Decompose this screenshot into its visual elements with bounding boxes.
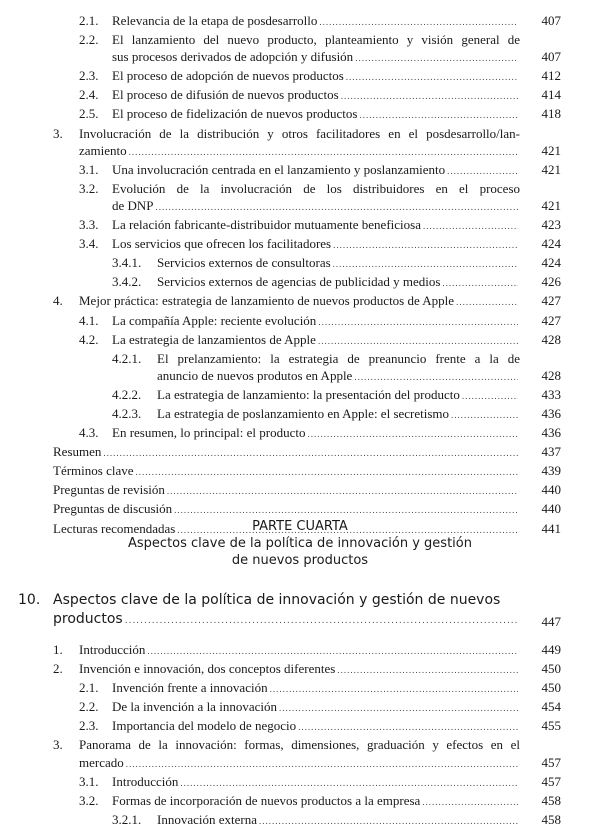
dot-leader [341,88,518,105]
toc-entry[interactable] [0,292,600,311]
toc-entry-page: 421 [541,161,561,177]
toc-entry-title: Preguntas de discusión [53,501,173,517]
toc-entry[interactable] [0,180,600,216]
toc-entry-title: Formas de incorporación de nuevos productos a la empresa [112,792,421,808]
chapter-title-line2: productos [53,611,123,627]
chapter-title-line1: Aspectos clave de la política de innovación y gestión de nuevos [53,592,501,608]
toc-entry[interactable] [0,386,600,405]
toc-entry[interactable] [0,31,600,67]
toc-entry-title: Panorama de la innovación: formas, dimensiones, graduación y efectos en el [79,737,520,753]
toc-entry[interactable] [0,161,600,180]
toc-entry[interactable] [0,350,600,386]
toc-entry[interactable] [0,660,600,679]
toc-entry-title: Servicios externos de agencias de publicidad y medios [157,274,441,290]
chapter-number: 10. [18,592,41,608]
toc-entry[interactable] [0,811,600,830]
dot-leader [346,69,518,86]
dot-leader [422,794,518,811]
dot-leader [129,144,518,161]
toc-entry-number: 4.2.3. [112,405,142,421]
toc-entry-page: 440 [541,482,561,498]
toc-entry-title: Una involucración centrada en el lanzamiento y poslanzamiento [112,161,446,177]
toc-entry-title: Introducción [112,773,179,789]
toc-entry-page: 427 [541,293,561,309]
toc-entry-title: Invención frente a innovación [112,680,268,696]
part-heading [0,518,600,569]
toc-entry-page: 458 [541,792,561,808]
toc-entry-page: 427 [541,312,561,328]
dot-leader [333,237,518,254]
toc-entry-title: Importancia del modelo de negocio [112,718,297,734]
toc-entry-title: sus procesos derivados de adopción y difusión [112,49,354,65]
toc-entry-number: 3.4. [79,236,99,252]
toc-entry-title: Introducción [79,642,146,657]
toc-entry-page: 455 [541,718,561,734]
toc-entry-number: 3. [53,125,63,141]
toc-entry-title: El proceso de fidelización de nuevos productos [112,106,358,122]
toc-entry[interactable] [0,679,600,698]
toc-entry[interactable] [0,273,600,292]
toc-entry-page: 414 [541,87,561,103]
toc-entry-number: 3.4.2. [112,274,142,290]
toc-entry-title: Términos clave [53,463,134,479]
toc-entry-number: 4.3. [79,425,99,441]
dot-leader [308,426,518,443]
toc-entry[interactable] [0,641,600,660]
toc-entry-number: 4.1. [79,312,99,328]
chapter-page: 447 [541,614,561,629]
toc-entry-number: 4.2. [79,331,99,347]
dot-leader [298,719,518,736]
toc-entry-page: 437 [541,444,561,460]
toc-entry[interactable] [0,312,600,331]
toc-entry-number: 3.2. [79,792,99,808]
toc-entry-title: El lanzamiento del nuevo producto, planteamiento y visión general de [112,32,520,48]
dot-leader [167,483,518,500]
dot-leader [125,612,517,631]
toc-entry-title: Evolución de la involucración de los distribuidores en el proceso [112,180,520,196]
toc-entry-page: 428 [541,367,561,383]
toc-entry-page: 433 [541,386,561,402]
toc-entry-number: 3.2. [79,180,99,196]
dot-leader [279,700,518,717]
toc-entry-number: 3.3. [79,217,99,233]
dot-leader [319,14,518,31]
toc-entry-title: En resumen, lo principal: el producto [112,425,306,441]
dot-leader [103,445,518,462]
toc-entry-number: 2.2. [79,32,99,48]
toc-entry[interactable] [0,405,600,424]
dot-leader [333,256,518,273]
toc-entry[interactable] [0,462,600,481]
toc-entry-number: 2.3. [79,68,99,84]
toc-entry-page: 421 [541,142,561,158]
dot-leader [337,662,518,679]
toc-entry-number: 3.1. [79,773,99,789]
toc-entry-title: Resumen [53,444,102,460]
toc-entry-title: Servicios externos de consultoras [157,255,331,271]
toc-entry-title: anuncio de nuevos produtos en Apple [157,367,353,383]
dot-leader [136,464,519,481]
toc-entry-page: 418 [541,106,561,122]
dot-leader [456,294,518,311]
toc-entry[interactable] [0,500,600,519]
toc-entry-title: de DNP [112,197,154,213]
toc-entry-number: 4. [53,293,63,309]
toc-entry[interactable] [0,481,600,500]
toc-entry-number: 2.3. [79,718,99,734]
toc-entry-title: De la invención a la innovación [112,699,277,715]
toc-entry[interactable] [0,254,600,273]
dot-leader [126,756,518,773]
dot-leader [447,163,518,180]
toc-entry-number: 4.2.1. [112,350,142,366]
toc-entry[interactable] [0,717,600,736]
toc-entry-number: 2. [53,661,63,677]
toc-entry-title: Preguntas de revisión [53,482,165,498]
toc-entry-title: Innovación externa [157,811,257,827]
toc-entry-number: 4.2.2. [112,386,142,402]
toc-entry-number: 3.4.1. [112,255,142,271]
dot-leader [451,407,518,424]
dot-leader [270,681,518,698]
part-title-line2: de nuevos productos [231,553,369,568]
toc-entry-page: 412 [541,68,561,84]
toc-entry-title: El proceso de difusión de nuevos productos [112,87,339,103]
toc-entry-page: 436 [541,425,561,441]
toc-entry-page: 436 [541,405,561,421]
toc-entry-title: Involucración de la distribución y otros facilitadores en el posdesarrollo/lan- [79,125,520,141]
toc-entry-number: 2.2. [79,699,99,715]
toc-entry[interactable] [0,792,600,811]
toc-section-top [0,12,600,539]
dot-leader [180,775,518,792]
toc-entry-page: 441 [541,520,561,536]
toc-entry-page: 457 [541,754,561,770]
toc-entry-page: 449 [541,642,561,657]
toc-entry-title: La relación fabricante-distribuidor mutuamente beneficiosa [112,217,421,233]
toc-entry[interactable] [0,86,600,105]
toc-entry-page: 423 [541,217,561,233]
toc-entry-page: 458 [541,811,561,827]
toc-entry-page: 424 [541,236,561,252]
toc-entry-page: 457 [541,773,561,789]
dot-leader [359,107,518,124]
dot-leader [354,369,518,386]
toc-entry[interactable] [0,331,600,350]
toc-entry-number: 2.5. [79,106,99,122]
toc-entry-title: Invención e innovación, dos conceptos diferentes [79,661,336,677]
toc-entry[interactable] [0,216,600,235]
toc-entry-number: 2.4. [79,87,99,103]
dot-leader [318,314,518,331]
part-title-line1: Aspectos clave de la política de innovación y gestión [128,536,472,551]
toc-entry-title: La estrategia de poslanzamiento en Apple: el secretismo [157,405,450,421]
toc-entry-title: Relevancia de la etapa de posdesarrollo [112,13,318,28]
dot-leader [147,643,518,660]
toc-entry-number: 3.2.1. [112,811,142,827]
part-label: PARTE CUARTA [252,519,348,534]
toc-entry-page: 450 [541,680,561,696]
toc-entry-page: 407 [541,49,561,65]
toc-entry[interactable] [0,773,600,792]
dot-leader [355,50,518,67]
dot-leader [462,388,518,405]
dot-leader [259,813,518,830]
toc-entry[interactable] [0,105,600,124]
toc-entry-title: Los servicios que ofrecen los facilitadores [112,236,332,252]
toc-entry-page: 439 [541,463,561,479]
dot-leader [156,199,518,216]
toc-entry-number: 3.1. [79,161,99,177]
toc-entry-title: La estrategia de lanzamiento: la presentación del producto [157,386,460,402]
dot-leader [174,502,518,519]
toc-entry[interactable] [0,125,600,161]
toc-entry-title: La compañía Apple: reciente evolución [112,312,317,328]
toc-entry-number: 2.1. [79,13,99,28]
toc-entry-page: 407 [541,13,561,28]
toc-entry-page: 428 [541,331,561,347]
toc-entry-title: Mejor práctica: estrategia de lanzamiento de nuevos productos de Apple [79,293,455,309]
toc-entry[interactable] [0,67,600,86]
toc-entry[interactable] [0,736,600,772]
toc-entry-title: Lecturas recomendadas [53,520,176,536]
toc-entry[interactable] [0,235,600,254]
toc-entry-page: 454 [541,699,561,715]
toc-entry-title: zamiento [79,142,127,158]
toc-entry-title: La estrategia de lanzamientos de Apple [112,331,316,347]
dot-leader [318,333,518,350]
toc-entry-page: 424 [541,255,561,271]
toc-entry-page: 450 [541,661,561,677]
toc-section-bottom [0,641,600,830]
toc-entry-number: 2.1. [79,680,99,696]
toc-entry-page: 426 [541,274,561,290]
toc-entry-page: 421 [541,197,561,213]
toc-entry[interactable] [0,424,600,443]
toc-entry-title: El proceso de adopción de nuevos productos [112,68,344,84]
toc-entry-title: mercado [79,754,124,770]
toc-entry-number: 1. [53,642,63,657]
toc-entry[interactable] [0,698,600,717]
toc-entry[interactable] [0,443,600,462]
toc-entry-number: 3. [53,737,63,753]
toc-entry[interactable] [0,12,600,31]
dot-leader [442,275,518,292]
toc-entry-page: 440 [541,501,561,517]
dot-leader [423,218,518,235]
toc-entry-title: El prelanzamiento: la estrategia de preanuncio frente a la de [157,350,520,366]
